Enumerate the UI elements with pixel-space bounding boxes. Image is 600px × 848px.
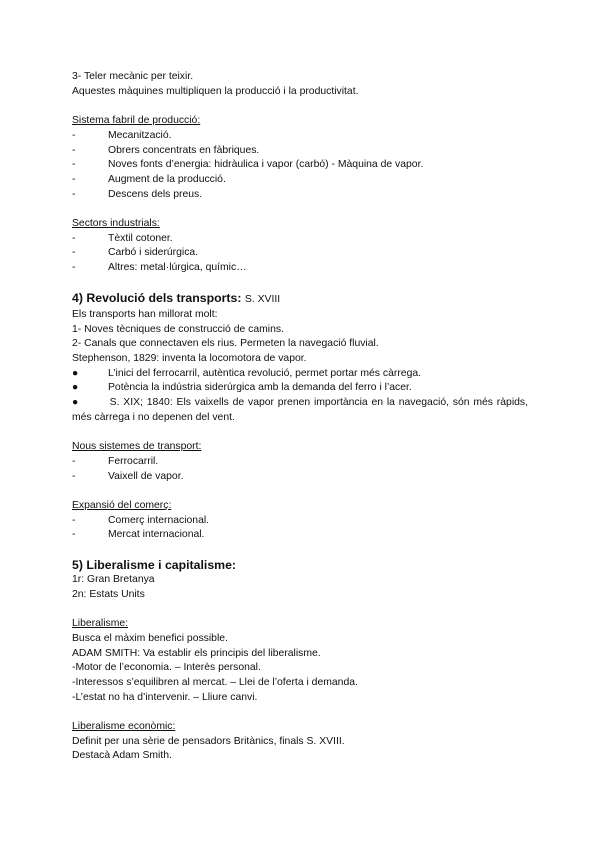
section-title-comerc: Expansió del comerç: xyxy=(72,499,172,511)
text-line: 1- Noves tècniques de construcció de camins. xyxy=(72,323,284,335)
text-line: -Motor de l’economia. – Interès personal. xyxy=(72,662,261,674)
bullet-item: ● Potència la indústria siderúrgica amb la demanda del ferro i l’acer. xyxy=(72,381,528,396)
text-line: -Interessos s’equilibren al mercat. – Llei de l’oferta i demanda. xyxy=(72,676,358,688)
text-line: 1r: Gran Bretanya xyxy=(72,574,155,586)
list-item: - Augment de la producció. xyxy=(72,173,528,188)
intro-line-1: 3- Teler mecànic per teixir. xyxy=(72,71,194,82)
list-item: - Ferrocarril. xyxy=(72,455,528,470)
text-line: 2n: Estats Units xyxy=(72,588,145,600)
bullet-icon: ● xyxy=(72,397,80,409)
list-item: - Descens dels preus. xyxy=(72,188,528,203)
list-item: - Mecanització. xyxy=(72,129,528,144)
bullet-item: ● L’inici del ferrocarril, autèntica revolució, permet portar més càrrega. xyxy=(72,367,528,382)
list-item: - Comerç internacional. xyxy=(72,514,528,529)
text-line: Destacà Adam Smith. xyxy=(72,750,172,762)
dash-marker: - xyxy=(72,455,76,467)
dash-marker: - xyxy=(72,173,76,185)
dash-marker: - xyxy=(72,159,76,171)
list-item: - Noves fonts d’energia: hidràulica i vapor (carbó) - Màquina de vapor. xyxy=(72,158,528,173)
list-item: - Carbó i siderúrgica. xyxy=(72,246,528,261)
list-item: - Altres: metal·lúrgica, químic… xyxy=(72,261,528,276)
list-item: - Tèxtil cotoner. xyxy=(72,232,528,247)
intro-line-2: Aquestes màquines multipliquen la producció i la productivitat. xyxy=(72,85,359,97)
dash-marker: - xyxy=(72,529,76,541)
text-line: ADAM SMITH: Va establir els principis del liberalisme. xyxy=(72,647,321,659)
dash-marker: - xyxy=(72,144,76,156)
bullet-icon: ● xyxy=(72,367,79,379)
dash-marker: - xyxy=(72,129,76,141)
section-title-liberalisme-economic: Liberalisme econòmic: xyxy=(72,721,176,733)
dash-marker: - xyxy=(72,188,76,200)
bullet-item: ● S. XIX; 1840: Els vaixells de vapor prenen importància en la navegació, són més ràpids, més càrrega i no depenen del vent. xyxy=(72,397,528,423)
dash-marker: - xyxy=(72,514,76,526)
section-heading-liberalisme-capitalisme: 5) Liberalisme i capitalisme: xyxy=(72,558,237,573)
section-title-sectors: Sectors industrials: xyxy=(72,218,160,229)
section-title-sistema-fabril: Sistema fabril de producció: xyxy=(72,115,201,127)
section-heading-transports: 4) Revolució dels transports: S. XVIII xyxy=(72,290,281,305)
list-item: - Obrers concentrats en fàbriques. xyxy=(72,144,528,159)
dash-marker: - xyxy=(72,232,76,244)
dash-marker: - xyxy=(72,247,76,259)
dash-marker: - xyxy=(72,262,76,274)
text-line: -L’estat no ha d’intervenir. – Lliure canvi. xyxy=(72,691,258,703)
list-item: - Mercat internacional. xyxy=(72,528,528,543)
text-line: Stephenson, 1829: inventa la locomotora de vapor. xyxy=(72,352,307,364)
section-title-liberalisme: Liberalisme: xyxy=(72,618,129,630)
text-line: 2- Canals que connectaven els rius. Permeten la navegació fluvial. xyxy=(72,338,379,350)
bullet-icon: ● xyxy=(72,382,79,394)
heading-century: S. XVIII xyxy=(244,293,281,305)
document-page xyxy=(72,70,528,764)
dash-marker: - xyxy=(72,470,76,482)
text-line: Definit per una sèrie de pensadors Britànics, finals S. XVIII. xyxy=(72,735,345,747)
section-title-nous-sistemes: Nous sistemes de transport: xyxy=(72,441,202,453)
text-line: Els transports han millorat molt: xyxy=(72,308,218,320)
text-line: Busca el màxim benefici possible. xyxy=(72,632,228,644)
list-item: - Vaixell de vapor. xyxy=(72,470,528,485)
